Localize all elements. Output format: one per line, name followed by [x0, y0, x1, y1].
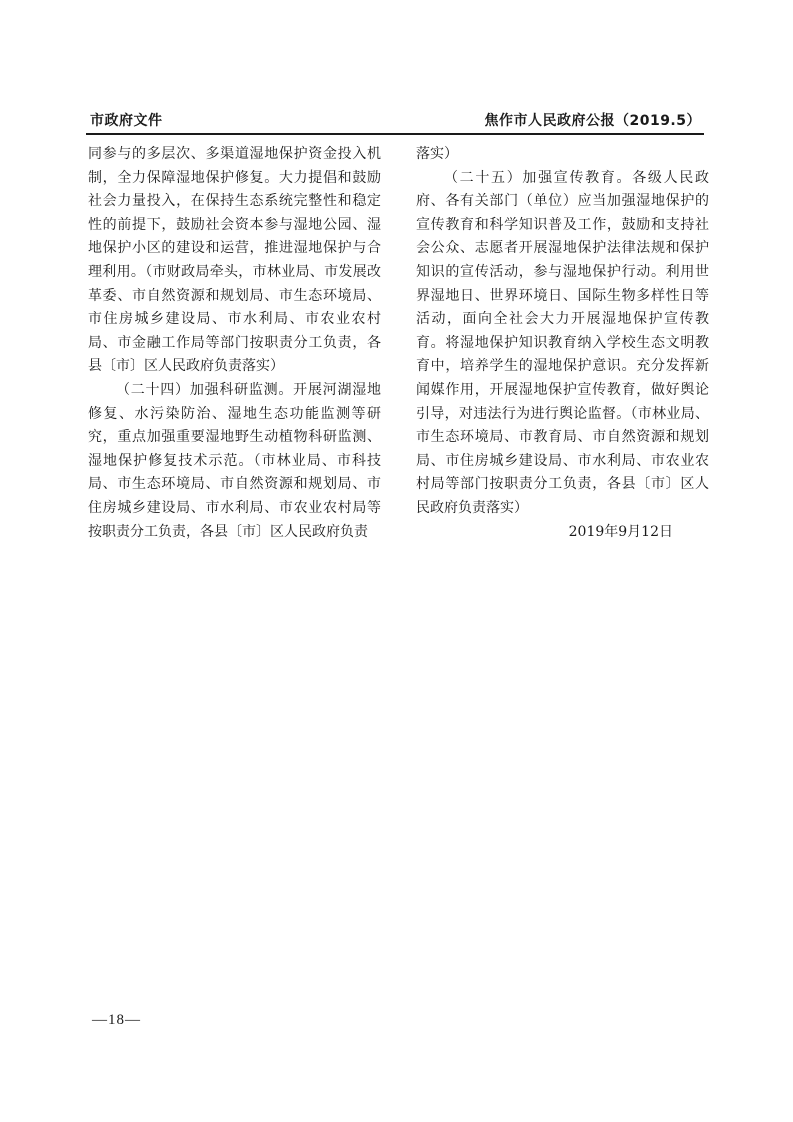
document-date: 2019年9月12日	[568, 523, 673, 540]
paragraph-item-25: （二十五）加强宣传教育。各级人民政府、各有关部门（单位）应当加强湿地保护的宣传教育和科学知识普及工作，鼓励和支持社会公众、志愿者开展湿地保护法律法规和保护知识的宣传活动，参与湿地保护行动。利用世界湿地日、世界环境日、国际生物多样性日等活动，面向全社会大力开展湿地保护宣传教育。将湿地保护知识教育纳入学校生态文明教育中，培养学生的湿地保护意识。充分发挥新闻媒作用，开展湿地保护宣传教育，做好舆论引导，对违法行为进行舆论监督。（市林业局、市生态环境局、市教育局、市自然资源和规划局、市住房城乡建设局、市水利局、市农业农村局等部门按职责分工负责，各县〔市〕区人民政府负责落实）	[416, 169, 709, 516]
publication-title: 焦作市人民政府公报（2019.5）	[484, 113, 701, 129]
section-title: 市政府文件	[90, 113, 163, 129]
right-column	[416, 143, 709, 544]
page-number: —18—	[92, 1012, 141, 1028]
left-column	[88, 143, 381, 544]
paragraph-item-24: （二十四）加强科研监测。开展河湖湿地修复、水污染防治、湿地生态功能监测等研究，重点加强重要湿地野生动植物科研监测、湿地保护修复技术示范。（市林业局、市科技局、市生态环境局、市自然资源和规划局、市住房城乡建设局、市水利局、市农业农村局等按职责分工负责，各县〔市〕区人民政府负责	[88, 381, 381, 540]
paragraph-continuation: 同参与的多层次、多渠道湿地保护资金投入机制，全力保障湿地保护修复。大力提倡和鼓励社会力量投入，在保持生态系统完整性和稳定性的前提下，鼓励社会资本参与湿地公园、湿地保护小区的建设和运营，推进湿地保护与合理利用。（市财政局牵头，市林业局、市发展改革委、市自然资源和规划局、市生态环境局、市住房城乡建设局、市水利局、市农业农村局、市金融工作局等部门按职责分工负责，各县〔市〕区人民政府负责落实）	[88, 146, 381, 375]
paragraph-continuation-right: 落实）	[416, 146, 458, 162]
header-divider	[86, 133, 704, 135]
